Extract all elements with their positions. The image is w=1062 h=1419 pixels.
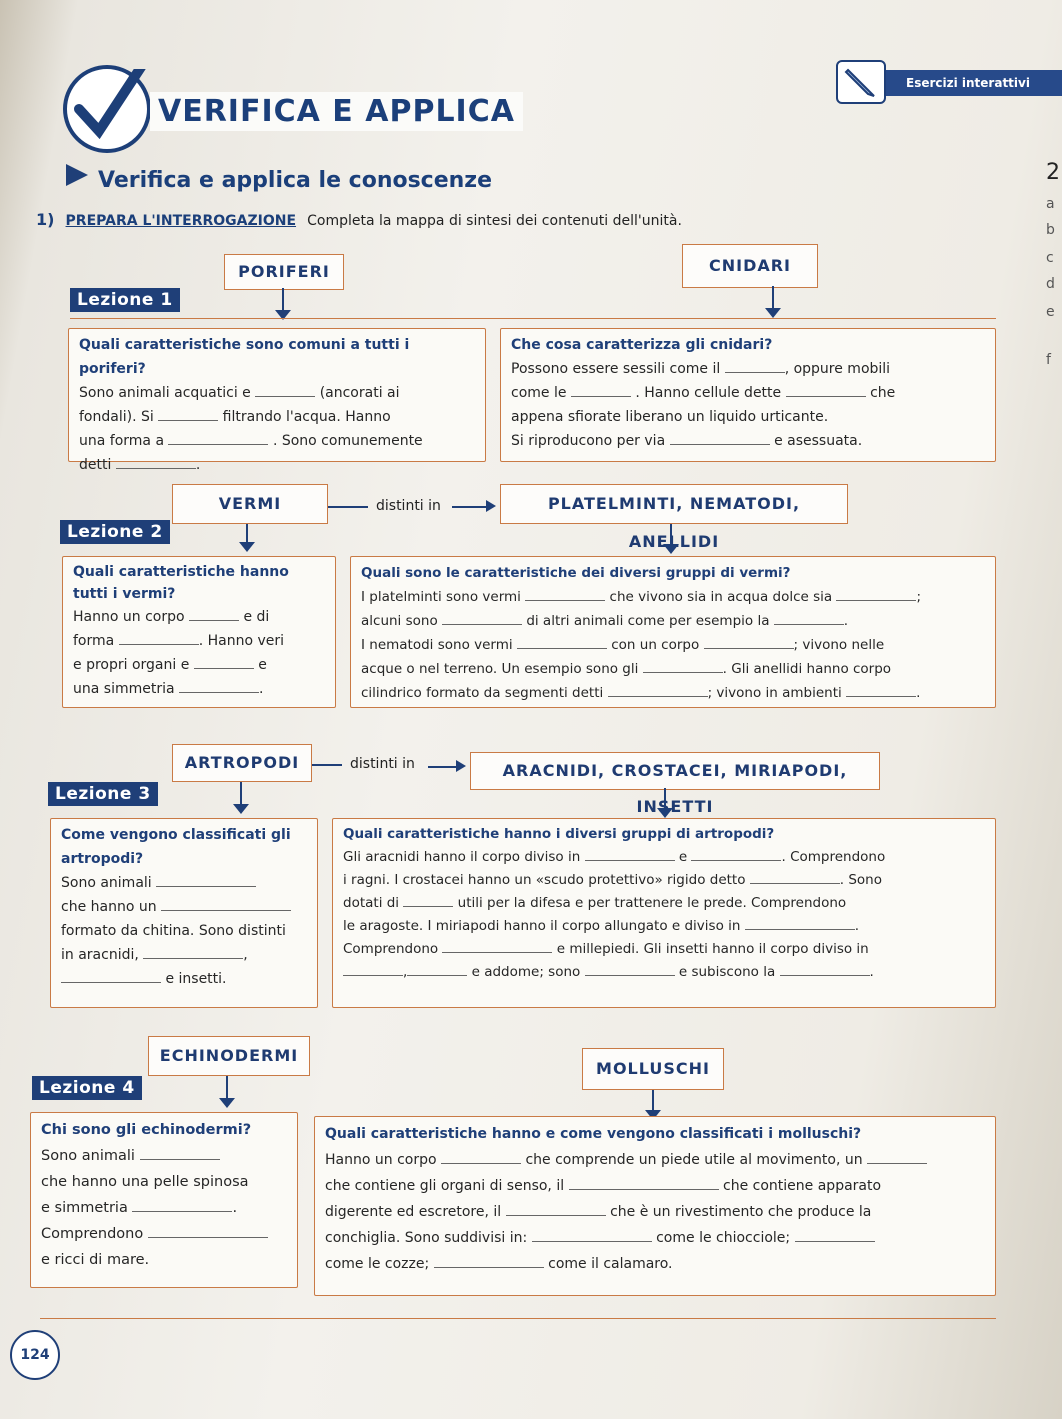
distinct-label: distinti in [376, 498, 441, 514]
molluschi-box [314, 1116, 996, 1296]
blank[interactable] [168, 444, 268, 445]
text: Hanno un corpo [73, 609, 185, 625]
blank[interactable] [585, 860, 675, 861]
molluschi-question: Quali caratteristiche hanno e come vengono classificati i molluschi? [325, 1126, 862, 1142]
text: e millepiedi. Gli insetti hanno il corpo diviso in [556, 941, 869, 957]
section-subtitle: Verifica e applica le conoscenze [98, 168, 493, 193]
text: e [258, 657, 267, 673]
text: e asessuata. [774, 433, 863, 449]
text: di altri animali come per esempio la [526, 613, 770, 629]
blank[interactable] [441, 1163, 521, 1164]
exercise-heading [36, 210, 682, 229]
blank[interactable] [61, 982, 161, 983]
blank[interactable] [506, 1215, 606, 1216]
text: Comprendono [343, 941, 439, 957]
text: che comprende un piede utile al movimento, un [525, 1152, 863, 1168]
arrow-down [664, 788, 666, 810]
blank[interactable] [132, 1211, 232, 1212]
blank[interactable] [643, 672, 723, 673]
text: che [870, 385, 896, 401]
text: una forma a [79, 433, 165, 449]
text: come le cozze; [325, 1256, 430, 1272]
distinct-label: distinti in [350, 756, 415, 772]
text: Hanno un corpo [325, 1152, 437, 1168]
divider [40, 1318, 996, 1319]
blank[interactable] [608, 696, 708, 697]
connector-line [328, 506, 368, 508]
text: . Hanno veri [198, 633, 284, 649]
pencil-icon [836, 60, 886, 104]
text: . [869, 964, 874, 980]
arrow-right-icon [456, 760, 466, 772]
text: filtrando l'acqua. Hanno [222, 409, 391, 425]
text: che è un rivestimento che produce la [610, 1204, 872, 1220]
text: i ragni. I crostacei hanno un «scudo protettivo» rigido detto [343, 872, 746, 888]
arthropod-groups-box [332, 818, 996, 1008]
blank[interactable] [517, 648, 607, 649]
text: ; vivono in ambienti [707, 685, 842, 701]
blank[interactable] [532, 1241, 652, 1242]
arrow-head [233, 804, 249, 814]
text: I nematodi sono vermi [361, 637, 513, 653]
arrow-right-icon [486, 500, 496, 512]
text: acque o nel terreno. Un esempio sono gli [361, 661, 639, 677]
text: ; vivono nelle [793, 637, 885, 653]
text: come il calamaro. [548, 1256, 673, 1272]
blank[interactable] [780, 975, 870, 976]
arrow-down [772, 286, 774, 310]
text: . Comprendono [781, 849, 886, 865]
arrow-down [652, 1090, 654, 1112]
text: che contiene gli organi di senso, il [325, 1178, 565, 1194]
interactive-exercises-ribbon[interactable]: Esercizi interattivi [886, 70, 1062, 96]
text: . Sono comunemente [272, 433, 423, 449]
page-number: 124 [10, 1330, 60, 1380]
text: . Hanno cellule dette [635, 385, 782, 401]
poriferi-box [68, 328, 486, 473]
text: Sono animali [61, 875, 152, 891]
text: Si riproducono per via [511, 433, 666, 449]
text: come le [511, 385, 567, 401]
text: e ricci di mare. [41, 1252, 150, 1268]
vermi-box [62, 556, 336, 708]
vermi-question: Quali caratteristiche hanno tutti i vermi? [73, 564, 289, 602]
arrow-head [239, 542, 255, 552]
blank[interactable] [255, 396, 315, 397]
blank[interactable] [158, 420, 218, 421]
blank[interactable] [795, 1241, 875, 1242]
connector-line [452, 506, 488, 508]
connector-line [428, 766, 458, 768]
blank[interactable] [525, 600, 605, 601]
arrow-down [246, 524, 248, 544]
text: . [259, 681, 264, 697]
blank[interactable] [119, 644, 199, 645]
arrow-down [240, 782, 242, 806]
arrow-down [282, 288, 284, 312]
text: alcuni sono [361, 613, 438, 629]
blank[interactable] [156, 886, 256, 887]
text: Sono animali [41, 1148, 135, 1164]
blank[interactable] [704, 648, 794, 649]
connector-line [312, 764, 342, 766]
arrow-head [219, 1098, 235, 1108]
text: le aragoste. I miriapodi hanno il corpo allungato e diviso in [343, 918, 741, 934]
text: formato da chitina. Sono distinti [61, 923, 286, 939]
text: appena sfiorate liberano un liquido urticante. [511, 409, 829, 425]
category-cnidari: CNIDARI [682, 244, 818, 288]
category-artropodi: ARTROPODI [172, 744, 312, 782]
text: e di [243, 609, 270, 625]
text: e addome; sono [471, 964, 581, 980]
blank[interactable] [140, 1159, 220, 1160]
edge-letter: e [1046, 304, 1055, 320]
edge-letter: d [1046, 276, 1055, 292]
text: , [403, 964, 408, 980]
text: I platelminti sono vermi [361, 589, 521, 605]
arrow-head [765, 308, 781, 318]
lesson-3-label: Lezione 3 [48, 782, 158, 806]
text: . [232, 1200, 238, 1216]
blank[interactable] [846, 696, 916, 697]
blank[interactable] [442, 624, 522, 625]
text: che vivono sia in acqua dolce sia [609, 589, 833, 605]
text: (ancorati ai [319, 385, 400, 401]
artropodi-box [50, 818, 318, 1008]
blank[interactable] [571, 396, 631, 397]
blank[interactable] [569, 1189, 719, 1190]
worm-groups-question: Quali sono le caratteristiche dei diversi gruppi di vermi? [361, 565, 791, 581]
cnidari-question: Che cosa caratterizza gli cnidari? [511, 337, 773, 353]
blank[interactable] [434, 1267, 544, 1268]
edge-letter: c [1046, 250, 1054, 266]
arthropod-groups-question: Quali caratteristiche hanno i diversi gruppi di artropodi? [343, 826, 775, 842]
blank[interactable] [179, 692, 259, 693]
text: e simmetria [41, 1200, 128, 1216]
text: . [195, 457, 201, 473]
edge-letter: b [1046, 222, 1055, 238]
text: fondali). Si [79, 409, 154, 425]
edge-letter: a [1046, 196, 1055, 212]
text: . [854, 918, 860, 934]
text: Sono animali acquatici e [79, 385, 251, 401]
exercise-label: PREPARA L'INTERROGAZIONE [65, 213, 297, 229]
blank[interactable] [189, 620, 239, 621]
edge-letter: 2 [1046, 160, 1060, 185]
blank[interactable] [116, 468, 196, 469]
category-vermi: VERMI [172, 484, 328, 524]
text: che contiene apparato [723, 1178, 882, 1194]
category-molluschi: MOLLUSCHI [582, 1048, 724, 1090]
page-title: VERIFICA E APPLICA [150, 92, 523, 131]
blank[interactable] [725, 372, 785, 373]
blank[interactable] [750, 883, 840, 884]
blank[interactable] [867, 1163, 927, 1164]
blank[interactable] [670, 444, 770, 445]
text: dotati di [343, 895, 400, 911]
text: in aracnidi, [61, 947, 139, 963]
text: e insetti. [165, 971, 227, 987]
cnidari-box [500, 328, 996, 462]
text: che hanno una pelle spinosa [41, 1174, 249, 1190]
blank[interactable] [407, 975, 467, 976]
text: ; [916, 589, 922, 605]
text: , [243, 947, 248, 963]
lesson-4-label: Lezione 4 [32, 1076, 142, 1100]
worm-groups-box [350, 556, 996, 708]
blank[interactable] [691, 860, 781, 861]
echinodermi-box [30, 1112, 298, 1288]
text: . [916, 685, 921, 701]
text: utili per la difesa e per trattenere le prede. Comprendono [457, 895, 847, 911]
blank[interactable] [442, 952, 552, 953]
exercise-instructions: Completa la mappa di sintesi dei contenuti dell'unità. [307, 213, 682, 229]
arrow-down [670, 524, 672, 546]
text: , oppure mobili [784, 361, 891, 377]
text: . [843, 613, 849, 629]
arrow-down [226, 1076, 228, 1100]
text: forma [73, 633, 115, 649]
blank[interactable] [148, 1237, 268, 1238]
blank[interactable] [143, 958, 243, 959]
text: detti [79, 457, 112, 473]
triangle-bullet-icon [66, 164, 88, 186]
blank[interactable] [585, 975, 675, 976]
category-worm-groups: PLATELMINTI, NEMATODI, ANELLIDI [500, 484, 848, 524]
text: una simmetria [73, 681, 175, 697]
arrow-head [663, 544, 679, 554]
text: come le chiocciole; [656, 1230, 791, 1246]
category-poriferi: PORIFERI [224, 254, 344, 290]
edge-letter: f [1046, 352, 1051, 368]
text: Gli aracnidi hanno il corpo diviso in [343, 849, 581, 865]
divider [70, 318, 996, 319]
blank[interactable] [745, 929, 855, 930]
text: e subiscono la [678, 964, 776, 980]
text: . Gli anellidi hanno corpo [722, 661, 892, 677]
category-echinodermi: ECHINODERMI [148, 1036, 310, 1076]
lesson-2-label: Lezione 2 [60, 520, 170, 544]
text: e propri organi e [73, 657, 190, 673]
text: Comprendono [41, 1226, 144, 1242]
text: Possono essere sessili come il [511, 361, 721, 377]
blank[interactable] [343, 975, 403, 976]
category-arthropod-groups: ARACNIDI, CROSTACEI, MIRIAPODI, INSETTI [470, 752, 880, 790]
blank[interactable] [403, 906, 453, 907]
blank[interactable] [774, 624, 844, 625]
text: digerente ed escretore, il [325, 1204, 502, 1220]
text: che hanno un [61, 899, 157, 915]
lesson-1-label: Lezione 1 [70, 288, 180, 312]
blank[interactable] [194, 668, 254, 669]
artropodi-question: Come vengono classificati gli artropodi? [61, 827, 291, 867]
exercise-number: 1) [36, 210, 55, 229]
text: . Sono [839, 872, 882, 888]
poriferi-question: Quali caratteristiche sono comuni a tutti i poriferi? [79, 337, 410, 377]
blank[interactable] [786, 396, 866, 397]
text: cilindrico formato da segmenti detti [361, 685, 604, 701]
checkmark-logo [63, 65, 151, 153]
echinodermi-question: Chi sono gli echinodermi? [41, 1122, 252, 1138]
blank[interactable] [161, 910, 291, 911]
blank[interactable] [836, 600, 916, 601]
arrow-head [657, 808, 673, 818]
text: e [678, 849, 688, 865]
text: con un corpo [611, 637, 700, 653]
text: conchiglia. Sono suddivisi in: [325, 1230, 528, 1246]
